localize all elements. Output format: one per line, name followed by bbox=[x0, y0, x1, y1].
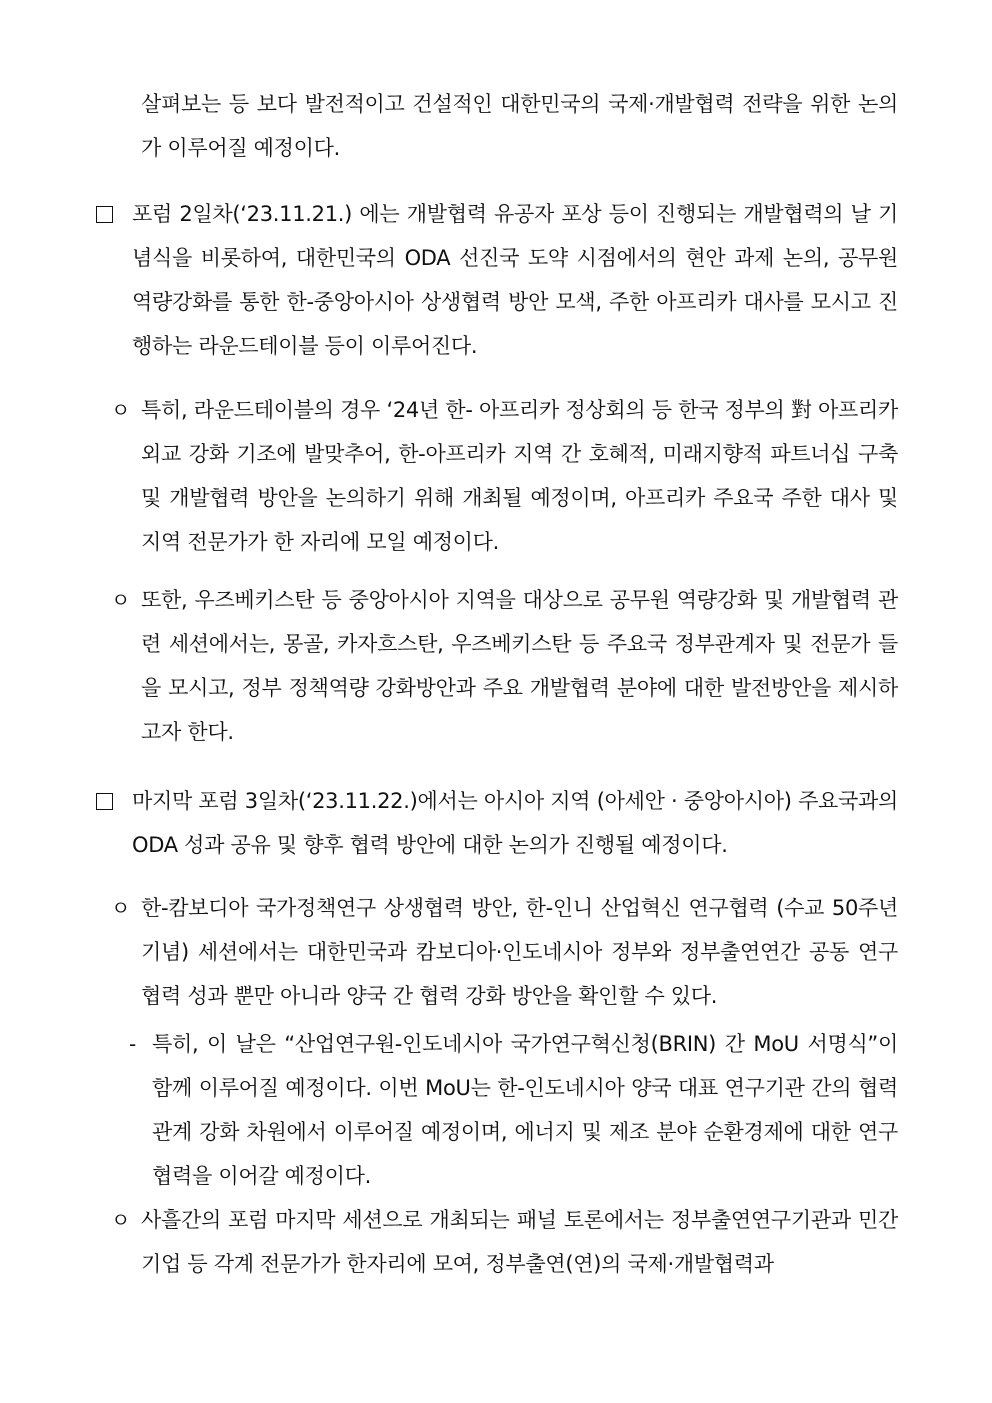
circle-bullet-icon: ㅇ bbox=[111, 398, 131, 422]
square-bullet-icon bbox=[96, 781, 113, 825]
circle-bullet-icon: ㅇ bbox=[111, 1208, 131, 1232]
paragraph-panel-discussion: 사흘간의 포럼 마지막 세션으로 개최되는 패널 토론에서는 정부출연연구기관과 민간기업 등 각계 전문가가 한자리에 모여, 정부출연(연)의 국제·개발협력과 bbox=[141, 1208, 898, 1276]
paragraph-forum-day3: 마지막 포럼 3일차(‘23.11.22.)에서는 아시아 지역 (아세안 · 중앙아시아) 주요국과의 ODA 성과 공유 및 향후 협력 방안에 대한 논의가 진행될 예정이다. bbox=[132, 789, 898, 857]
circle-bullet-icon: ㅇ bbox=[111, 588, 131, 612]
paragraph-mou: 특히, 이 날은 “산업연구원-인도네시아 국가연구혁신청(BRIN) 간 MoU 서명식”이 함께 이루어질 예정이다. 이번 MoU는 한-인도네시아 양국 대표 연구기관 간의 협력관계 강화 차원에서 이루어질 예정이며, 에너지 및 제조 분야 순환경제에 대한 연구협력을 이어갈 예정이다. bbox=[152, 1032, 898, 1188]
paragraph-continuation: 살펴보는 등 보다 발전적이고 건설적인 대한민국의 국제·개발협력 전략을 위한 논의가 이루어질 예정이다. bbox=[141, 92, 898, 160]
paragraph-cambodia-indonesia: 한-캄보디아 국가정책연구 상생협력 방안, 한-인니 산업혁신 연구협력 (수교 50주년 기념) 세션에서는 대한민국과 캄보디아·인도네시아 정부와 정부출연연간 공동 연구협력 성과 뿐만 아니라 양국 간 협력 강화 방안을 확인할 수 있다. bbox=[141, 896, 898, 1008]
dash-bullet-icon: - bbox=[129, 1032, 137, 1056]
paragraph-central-asia: 또한, 우즈베키스탄 등 중앙아시아 지역을 대상으로 공무원 역량강화 및 개발협력 관련 세션에서는, 몽골, 카자흐스탄, 우즈베키스탄 등 주요국 정부관계자 및 전문가 들을 모시고, 정부 정책역량 강화방안과 주요 개발협력 분야에 대한 발전방안을 제시하고자 한다. bbox=[141, 588, 898, 744]
square-bullet-icon bbox=[96, 194, 113, 238]
paragraph-roundtable: 특히, 라운드테이블의 경우 ‘24년 한- 아프리카 정상회의 등 한국 정부의 對 아프리카 외교 강화 기조에 발맞추어, 한-아프리카 지역 간 호혜적, 미래지향적 파트너십 구축 및 개발협력 방안을 논의하기 위해 개최될 예정이며, 아프리카 주요국 주한 대사 및 지역 전문가가 한 자리에 모일 예정이다. bbox=[141, 398, 898, 554]
paragraph-forum-day2: 포럼 2일차(‘23.11.21.) 에는 개발협력 유공자 포상 등이 진행되는 개발협력의 날 기념식을 비롯하여, 대한민국의 ODA 선진국 도약 시점에서의 현안 과제 논의, 공무원 역량강화를 통한 한-중앙아시아 상생협력 방안 모색, 주한 아프리카 대사를 모시고 진행하는 라운드테이블 등이 이루어진다. bbox=[132, 202, 898, 358]
circle-bullet-icon: ㅇ bbox=[111, 896, 131, 920]
